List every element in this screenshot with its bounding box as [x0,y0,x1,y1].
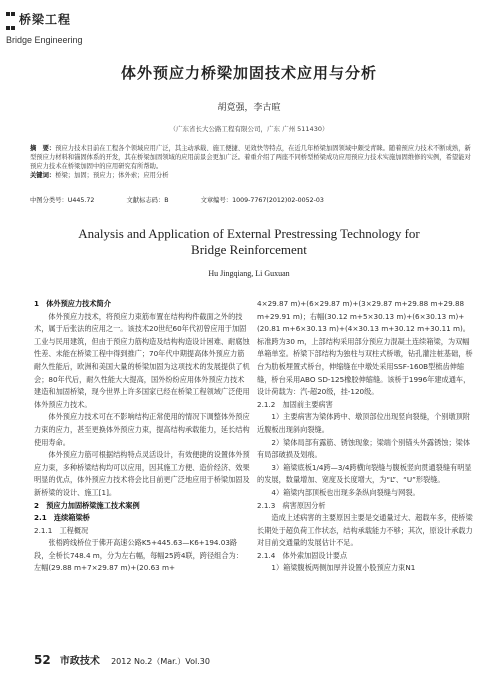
paragraph: 4）箱梁内部顶板也出现多条纵向裂缝与网裂。 [271,487,420,497]
page-number: 52 [34,653,51,667]
paragraph: 2）梁体局部有露筋、锈蚀现象；梁端个别锚头外露锈蚀；梁体有局部破损及划痕。 [257,437,471,460]
affiliation: （广东省长大公路工程有限公司，广东 广州 511430） [169,125,329,133]
subsubsection-heading: 2.1.1 工程概况 [34,525,89,535]
journal-logo-icon [6,6,16,34]
article-number: 文章编号：1009-7767(2012)02-0052-03 [200,197,324,204]
english-title: Analysis and Application of External Prestressing Technology for Bridge Reinforcement [78,226,420,257]
section-heading: 1 体外预应力技术简介 [34,299,111,308]
article-title: 体外预应力桥梁加固技术应用与分析 [120,64,377,82]
paragraph: 张梧跨线桥位于佛开高速公路K5+445.63—K6+194.03路段，全桥长748.4 m，分为左右幅，每幅25跨4联，跨径组合为：左幅(29.88 m+7×29.87 m)+(20.63 m+ [34,538,243,573]
brand-zh: 桥梁工程 [19,12,72,27]
paragraph: 体外预应力筋可根据结构特点灵活设计，有效便捷的设置体外预应力束，多种桥梁结构均可以应用，因其施工方便、造价经济、效果明显的优点，体外预应力技术将会比目前更广泛地应用于桥梁加固及新桥梁的设计、施工[1]。 [34,450,250,497]
subsubsection-heading: 2.1.2 加固前主要病害 [257,399,333,409]
paragraph: 体外预应力技术可在不影响结构正常使用的情况下调整体外预应力束的应力，甚至更换体外预应力束，提高结构承载能力，延长结构使用寿命。 [34,412,250,447]
abstract-text: 预应力技术目前在工程各个领域应用广泛，其主动承载、施工便捷、见效快等特点，在近几年桥梁加固领域中颇受青睐。随着预应力技术不断成熟，新型预应力材料和锚固体系的开发，其在桥梁加固领域的应用前景会更加广泛。着重介绍了两座不同桥型桥梁成功应用预应力技术实施加固维修的实例，希望能对预应力技术在桥梁加固中的应用研究有所帮助。 [30,145,471,170]
keywords: 桥梁；加固；预应力；体外索；应用分析 [55,172,169,179]
authors: 胡竟强，李古暄 [217,103,281,113]
subsubsection-heading: 2.1.3 病害原因分析 [257,500,326,510]
doc-code: 文献标志码：B [126,197,169,204]
brand-en: Bridge Engineering [6,35,83,45]
issue-info: 2012 No.2（Mar.）Vol.30 [111,657,210,666]
section-heading: 2 预应力加固桥梁施工技术案例 [34,500,140,510]
abstract [30,144,472,180]
subsection-heading: 2.1 连续箱梁桥 [34,513,90,523]
english-authors: Hu Jingqiang, Li Guxuan [208,269,290,278]
clc-number: 中图分类号：U445.72 [30,197,95,204]
subsubsection-heading: 2.1.4 体外索加固设计要点 [257,550,348,560]
paragraph: 3）箱梁底板1/4跨—3/4跨横向裂缝与腹板竖向贯通裂缝有明显的发展，数量增加、宽度及长度增大，为“L”、“U”形裂缝。 [257,462,472,485]
article-meta [30,195,354,204]
page-footer [34,652,210,667]
keywords-label: 关键词： [30,172,56,179]
paragraph: 1）箱梁腹板两侧加厚并设置小股预应力束N1 [271,563,416,573]
paragraph: 体外预应力技术，将预应力束筋布置在结构构件截面之外的技术，属于后张法的应用之一。该技术20世纪60年代初曾应用于加固工业与民用建筑，但由于预应力筋构造及结构构造设计困难、耐腐蚀性差、未能在桥梁工程中得到推广；70年代中期提高体外预应力筋耐久性能后，欧洲和美国大量的桥梁加固为这项技术的发展提供了机会；80年代后，耐久性能大大提高，国外纷纷应用体外预应力技术建造和加固桥梁，现今世界上许多国家已经在桥梁工程领域广泛使用体外预应力技术。 [34,311,250,409]
paragraph: 造成上述病害的主要原因主要是交通量过大、超载车多，使桥梁长期处于超负荷工作状态，结构承载能力不够；其次，原设计承载力对目前交通量的发展估计不足。 [257,513,473,548]
paragraph: 1）主要病害为梁体跨中、墩顶部位出现竖向裂缝，个别墩顶附近腹板出现斜向裂缝。 [257,412,471,434]
journal-name: 市政技术 [59,656,100,667]
body-column-left [34,298,250,575]
paragraph: 4×29.87 m)+(6×29.87 m)+(3×29.87 m+29.88 m+29.88 m+29.91 m)；右幅(30.12 m+5×30.13 m)+(6×30.13 m)+(20.81 m+6×30.13 m)+(4×30.13 m+30.12 m+30.11 m)。标准跨为30 m，上部结构采用部分预应力混凝土连续箱梁，为双幅单箱单室。桥梁下部结构为独柱与双柱式桥墩，钻孔灌注桩基础，桥台为肋板埋置式桥台，伸缩缝在中墩处采用SSF-160B型梳齿伸缩缝，桥台采用ABO SD-125橡胶伸缩缝。该桥于1996年建成通车，设计荷载为：汽-超20级，挂-120级。 [257,299,473,397]
journal-brand [6,6,83,45]
abstract-label: 摘 要： [30,145,56,152]
body-column-right [257,298,473,575]
